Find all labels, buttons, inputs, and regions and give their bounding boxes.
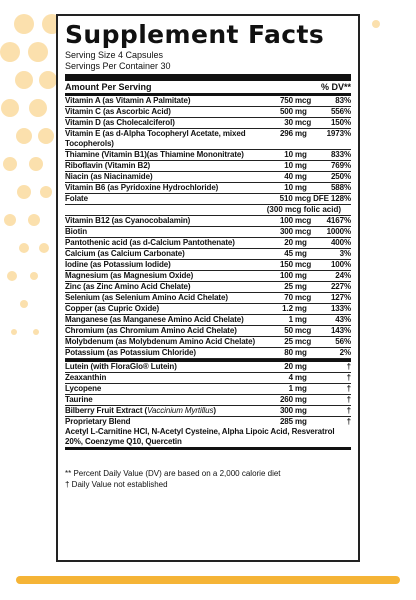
nutrient-name: Proprietary Blend	[65, 417, 131, 426]
nutrient-unit: mg	[295, 282, 307, 291]
nutrient-name: Manganese (as Manganese Amino Acid Chelate)	[65, 315, 244, 324]
nutrient-name: Pantothenic acid (as d-Calcium Pantothenate)	[65, 238, 235, 247]
nutrient-unit: mcg	[295, 260, 312, 269]
table-row	[65, 348, 351, 359]
table-row	[65, 107, 351, 118]
nutrient-dv: 4167%	[326, 216, 351, 225]
nutrient-amount: 750	[279, 96, 293, 105]
nutrient-dv: 100%	[330, 260, 351, 269]
nutrient-unit: mg	[295, 304, 307, 313]
nutrient-amount: 260	[279, 395, 293, 404]
nutrient-dv: 150%	[330, 118, 351, 127]
nutrient-dv: 588%	[330, 183, 351, 192]
nutrient-name: Copper (as Cupric Oxide)	[65, 304, 160, 313]
mineral-list	[65, 216, 351, 359]
table-row	[65, 373, 351, 384]
table-row	[65, 304, 351, 315]
nutrient-unit: mcg	[295, 96, 312, 105]
nutrient-amount: 10	[284, 183, 293, 192]
table-row	[65, 227, 351, 238]
nutrient-unit: mg	[295, 315, 307, 324]
nutrient-amount: 30	[284, 118, 293, 127]
table-row	[65, 183, 351, 194]
nutrient-name: Zinc (as Zinc Amino Acid Chelate)	[65, 282, 191, 291]
nutrient-name: Folate	[65, 194, 88, 203]
table-row	[65, 96, 351, 107]
nutrient-unit: mg	[295, 395, 307, 404]
nutrient-name: Molybdenum (as Molybdenum Amino Acid Chelate)	[65, 337, 256, 346]
nutrient-dv: 143%	[330, 326, 351, 335]
nutrient-dv: †	[346, 362, 351, 371]
nutrient-amount: 296	[279, 129, 293, 138]
table-row	[65, 238, 351, 249]
nutrient-name: Thiamine (Vitamin B1)(as Thiamine Mononitrate)	[65, 150, 244, 159]
table-row	[65, 326, 351, 337]
nutrient-amount: 70	[284, 293, 293, 302]
table-row	[65, 129, 351, 150]
nutrient-dv: †	[346, 373, 351, 382]
nutrient-amount: 500	[279, 107, 293, 116]
nutrient-amount: 10	[284, 150, 293, 159]
table-row	[65, 194, 351, 205]
nutrient-amount: 40	[284, 172, 293, 181]
nutrient-amount: 45	[284, 249, 293, 258]
table-row	[65, 216, 351, 227]
nutrient-unit: mg	[295, 249, 307, 258]
nutrient-name: Biotin	[65, 227, 88, 236]
nutrient-unit: mg	[295, 238, 307, 247]
footnote-dagger: † Daily Value not established	[65, 480, 168, 489]
table-row	[65, 118, 351, 129]
nutrient-unit: mg	[295, 172, 307, 181]
nutrient-dv: 400%	[330, 238, 351, 247]
nutrient-unit: mg	[295, 183, 307, 192]
nutrient-name: Iodine (as Potassium Iodide)	[65, 260, 171, 269]
nutrient-amount: 1.2	[282, 304, 293, 313]
servings-per-container: Servings Per Container 30	[65, 61, 171, 71]
nutrient-dv: 1000%	[326, 227, 351, 236]
table-row	[65, 337, 351, 348]
table-header	[65, 81, 351, 96]
nutrient-name: Chromium (as Chromium Amino Acid Chelate)	[65, 326, 237, 335]
table-row	[65, 384, 351, 395]
nutrient-unit: mg	[295, 348, 307, 357]
nutrient-name: Potassium (as Potassium Chloride)	[65, 348, 196, 357]
nutrient-amount: 100	[279, 216, 293, 225]
nutrient-name: Lutein (with FloraGlo® Lutein)	[65, 362, 177, 371]
nutrient-dv: 56%	[335, 337, 351, 346]
table-row	[65, 395, 351, 406]
nutrient-name: Vitamin D (as Cholecalciferol)	[65, 118, 175, 127]
nutrient-unit: mg	[295, 271, 307, 280]
nutrient-name: Niacin (as Niacinamide)	[65, 172, 153, 181]
nutrient-unit: mg	[295, 373, 307, 382]
nutrient-amount: 1	[288, 384, 293, 393]
nutrient-unit: mg	[295, 129, 307, 138]
nutrient-name: Taurine	[65, 395, 93, 404]
nutrient-dv: 83%	[335, 96, 351, 105]
nutrient-dv: 833%	[330, 150, 351, 159]
nutrient-amount: 10	[284, 161, 293, 170]
nutrient-amount: 25	[284, 337, 293, 346]
nutrient-dv: 227%	[330, 282, 351, 291]
nutrient-unit: mg	[295, 161, 307, 170]
serving-size: Serving Size 4 Capsules	[65, 50, 164, 60]
nutrient-name: Vitamin B6 (as Pyridoxine Hydrochloride)	[65, 183, 219, 192]
nutrient-dv: †	[346, 417, 351, 426]
nutrient-dv: 127%	[330, 293, 351, 302]
table-row	[65, 282, 351, 293]
footnote-dv: ** Percent Daily Value (DV) are based on a 2,000 calorie diet	[65, 469, 281, 478]
blend-ingredients: Acetyl L-Carnitine HCl, N-Acetyl Cysteine, Alpha Lipoic Acid, Resveratrol 20%, Coenzyme Q10, Quercetin	[65, 427, 335, 446]
nutrient-amount: 20	[284, 238, 293, 247]
amount-header: Amount Per Serving	[65, 82, 152, 92]
table-row	[65, 271, 351, 282]
nutrient-name: Zeaxanthin	[65, 373, 107, 382]
nutrient-unit: mcg	[295, 326, 312, 335]
nutrient-dv: 2%	[339, 348, 351, 357]
proprietary-blend-row	[65, 417, 351, 450]
table-row	[65, 293, 351, 304]
nutrient-unit: mg	[295, 384, 307, 393]
nutrient-dv: 250%	[330, 172, 351, 181]
nutrient-amount: 100	[279, 271, 293, 280]
nutrient-amount: 300	[279, 227, 293, 236]
nutrient-unit: mg	[295, 417, 307, 426]
nutrient-amount: 80	[284, 348, 293, 357]
nutrient-amount: 20	[284, 362, 293, 371]
nutrient-name: Bilberry Fruit Extract (Vaccinium Myrtillus)	[65, 406, 216, 415]
nutrient-dv: 1973%	[326, 129, 351, 138]
nutrient-name: Vitamin A (as Vitamin A Palmitate)	[65, 96, 191, 105]
nutrient-name: Lycopene	[65, 384, 102, 393]
nutrient-amount: 1	[288, 315, 293, 324]
nutrient-dv: 769%	[330, 161, 351, 170]
supplement-facts-panel	[56, 14, 360, 562]
other-ingredients-list	[65, 362, 351, 406]
nutrient-unit: mcg	[295, 293, 312, 302]
nutrient-name: Vitamin E (as d-Alpha Tocopheryl Acetate, mixed Tocopherols)	[65, 129, 246, 148]
folate-subnote: (300 mcg folic acid)	[65, 205, 351, 216]
nutrient-unit: mg	[295, 107, 307, 116]
nutrient-amount: 4	[288, 373, 293, 382]
nutrient-unit: mcg	[295, 118, 312, 127]
nutrient-name: Vitamin B12 (as Cyanocobalamin)	[65, 216, 191, 225]
nutrient-dv: †	[346, 395, 351, 404]
nutrient-unit: mg	[295, 406, 307, 415]
nutrient-name: Magnesium (as Magnesium Oxide)	[65, 271, 194, 280]
nutrient-dv: †	[346, 406, 351, 415]
nutrient-amount: 25	[284, 282, 293, 291]
nutrient-amount: 50	[284, 326, 293, 335]
table-row	[65, 406, 351, 417]
table-row	[65, 362, 351, 373]
vitamin-list	[65, 96, 351, 194]
nutrient-unit: mg	[295, 150, 307, 159]
nutrient-unit: mcg	[295, 227, 312, 236]
table-row	[65, 161, 351, 172]
nutrient-name: Riboflavin (Vitamin B2)	[65, 161, 151, 170]
nutrient-dv: 133%	[330, 304, 351, 313]
table-row	[65, 260, 351, 271]
thick-divider	[65, 74, 351, 81]
table-row	[65, 249, 351, 260]
dv-header: % DV**	[320, 82, 351, 92]
nutrient-unit: mcg	[295, 337, 312, 346]
nutrient-dv: 43%	[335, 315, 351, 324]
panel-title: Supplement Facts	[65, 20, 325, 49]
table-row	[65, 315, 351, 326]
nutrient-name: Selenium (as Selenium Amino Acid Chelate)	[65, 293, 228, 302]
nutrient-name: Vitamin C (as Ascorbic Acid)	[65, 107, 171, 116]
nutrient-dv: 24%	[335, 271, 351, 280]
table-row	[65, 172, 351, 183]
nutrient-dv: †	[346, 384, 351, 393]
folate-amount: 510 mcg DFE 128%	[279, 194, 351, 203]
nutrient-amount: 285	[279, 417, 293, 426]
nutrient-dv: 3%	[339, 249, 351, 258]
nutrient-unit: mcg	[295, 216, 312, 225]
accent-bar	[16, 576, 400, 584]
nutrient-amount: 300	[279, 406, 293, 415]
nutrient-dv: 556%	[330, 107, 351, 116]
nutrient-name: Calcium (as Calcium Carbonate)	[65, 249, 185, 258]
nutrient-unit: mg	[295, 362, 307, 371]
nutrient-amount: 150	[279, 260, 293, 269]
table-row	[65, 150, 351, 161]
